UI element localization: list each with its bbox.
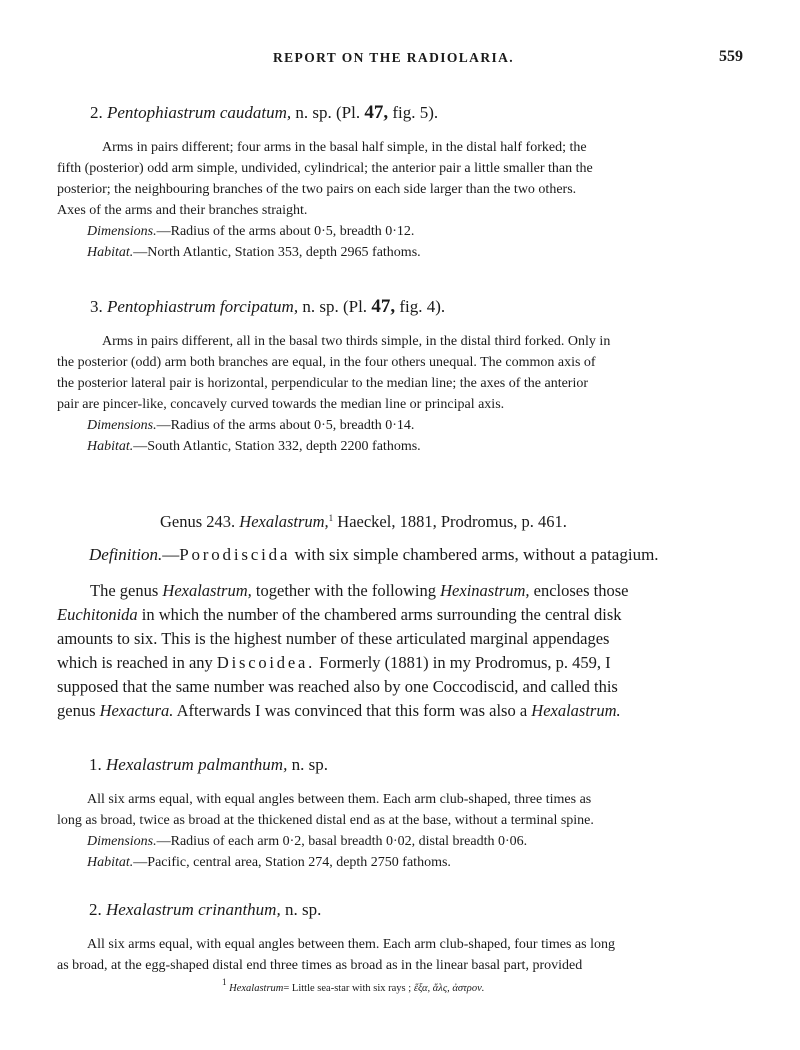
dimensions-text: —Radius of each arm 0·2, basal breadth 0·02, distal breadth 0·06.	[156, 834, 528, 849]
species-suffix: n. sp.	[284, 900, 322, 919]
footnote-greek: ἕξα, ἅλς, ἀστρον.	[413, 983, 485, 994]
description-line: pair are pincer-like, concavely curved towards the median line or principal axis.	[57, 397, 505, 412]
species-number: 2.	[90, 103, 103, 122]
genus-ref: Hexactura.	[99, 701, 174, 720]
habitat-text: —Pacific, central area, Station 274, depth 2750 fathoms.	[133, 855, 451, 870]
genus-ref: Hexalastrum.	[531, 701, 621, 720]
genus-definition	[89, 545, 659, 565]
footnote	[222, 977, 484, 994]
page-number: 559	[719, 48, 743, 65]
group-ref: Euchitonida	[57, 605, 138, 624]
description-line: as broad, at the egg-shaped distal end three times as broad as in the linear basal part, provided	[57, 958, 583, 973]
para-text: amounts to six. This is the highest number of these articulated marginal appendages	[57, 629, 610, 648]
definition-dash: —	[162, 545, 180, 564]
habitat-text: —South Atlantic, Station 332, depth 2200 fathoms.	[133, 439, 421, 454]
description-line: posterior; the neighbouring branches of the two pairs on each side larger than the two others.	[57, 182, 577, 197]
dimensions-text: —Radius of the arms about 0·5, breadth 0·14.	[156, 418, 415, 433]
genus-authority: Haeckel, 1881, Prodromus, p. 461.	[337, 512, 567, 531]
genus-ref: Hexalastrum,	[162, 581, 252, 600]
para-text: together with the following	[255, 581, 436, 600]
habitat-label: Habitat.	[87, 855, 134, 870]
genus-ref: Hexinastrum,	[440, 581, 530, 600]
species-number: 2.	[89, 900, 102, 919]
description-line: All six arms equal, with equal angles between them. Each arm club-shaped, four times as long	[87, 937, 615, 952]
definition-text: with six simple chambered arms, without a patagium.	[294, 545, 659, 564]
habitat-text: —North Atlantic, Station 353, depth 2965 fathoms.	[133, 245, 421, 260]
para-text: Afterwards I was convinced that this form was also a	[176, 701, 528, 720]
para-text: encloses those	[533, 581, 629, 600]
running-title: REPORT ON THE RADIOLARIA.	[273, 50, 515, 65]
genus-heading	[160, 512, 567, 532]
plate-number: 47,	[364, 102, 389, 123]
page-header	[0, 50, 800, 74]
species-suffix: n. sp. (Pl.	[302, 297, 368, 316]
description-line: the posterior lateral pair is horizontal, perpendicular to the median line; the axes of the anterior	[57, 376, 589, 391]
description-line: All six arms equal, with equal angles between them. Each arm club-shaped, three times as	[87, 792, 592, 807]
plate-number: 47,	[371, 296, 396, 317]
description-line: Arms in pairs different, all in the basal two thirds simple, in the distal third forked. Only in	[102, 334, 611, 349]
description-line: long as broad, twice as broad at the thickened distal end as at the base, without a terminal spine.	[57, 813, 594, 828]
description-line: Axes of the arms and their branches straight.	[57, 203, 308, 218]
habitat-label: Habitat.	[87, 245, 134, 260]
dimensions-label: Dimensions.	[87, 834, 157, 849]
habitat-label: Habitat.	[87, 439, 134, 454]
para-text: genus	[57, 701, 96, 720]
description-line: the posterior (odd) arm both branches are equal, in the four others unequal. The common axis of	[57, 355, 596, 370]
footnote-marker: 1	[222, 977, 227, 987]
species-suffix: n. sp. (Pl.	[295, 103, 361, 122]
dimensions-label: Dimensions.	[87, 224, 157, 239]
description-line: fifth (posterior) odd arm simple, undivided, cylindrical; the anterior pair a little smaller than the	[57, 161, 593, 176]
para-text: The genus	[90, 581, 159, 600]
species-heading	[89, 755, 328, 775]
para-text: supposed that the same number was reached also by one Coccodiscid, and called this	[57, 677, 618, 696]
species-description	[57, 137, 745, 263]
para-text: Formerly (1881) in my Prodromus, p. 459, I	[319, 653, 611, 672]
species-suffix: n. sp.	[291, 755, 328, 774]
figure-ref: fig. 5).	[392, 103, 439, 122]
genus-paragraph	[57, 579, 747, 723]
species-description	[57, 789, 745, 873]
species-name: Pentophiastrum caudatum,	[107, 103, 292, 122]
para-text: in which the number of the chambered arms surrounding the central disk	[141, 605, 622, 624]
footnote-text: = Little sea-star with six rays ;	[283, 983, 412, 994]
footnote-marker: 1	[328, 513, 334, 523]
species-heading	[89, 900, 321, 920]
species-description	[57, 331, 745, 457]
figure-ref: fig. 4).	[399, 297, 446, 316]
species-name: Hexalastrum palmanthum,	[106, 755, 288, 774]
dimensions-label: Dimensions.	[87, 418, 157, 433]
definition-label: Definition.	[89, 545, 163, 564]
para-text: which is reached in any	[57, 653, 213, 672]
species-number: 1.	[89, 755, 102, 774]
species-description	[57, 934, 745, 976]
footnote-term: Hexalastrum	[229, 983, 284, 994]
species-name: Hexalastrum crinanthum,	[106, 900, 281, 919]
dimensions-text: —Radius of the arms about 0·5, breadth 0·12.	[156, 224, 415, 239]
species-heading	[90, 102, 438, 124]
species-name: Pentophiastrum forcipatum,	[107, 297, 299, 316]
species-number: 3.	[90, 297, 103, 316]
description-line: Arms in pairs different; four arms in the basal half simple, in the distal half forked; the	[102, 140, 587, 155]
group-ref: Discoidea.	[216, 653, 316, 672]
definition-group: Porodiscida	[179, 545, 291, 564]
genus-number: Genus 243.	[160, 512, 236, 531]
genus-name: Hexalastrum,	[239, 512, 329, 531]
species-heading	[90, 296, 445, 318]
